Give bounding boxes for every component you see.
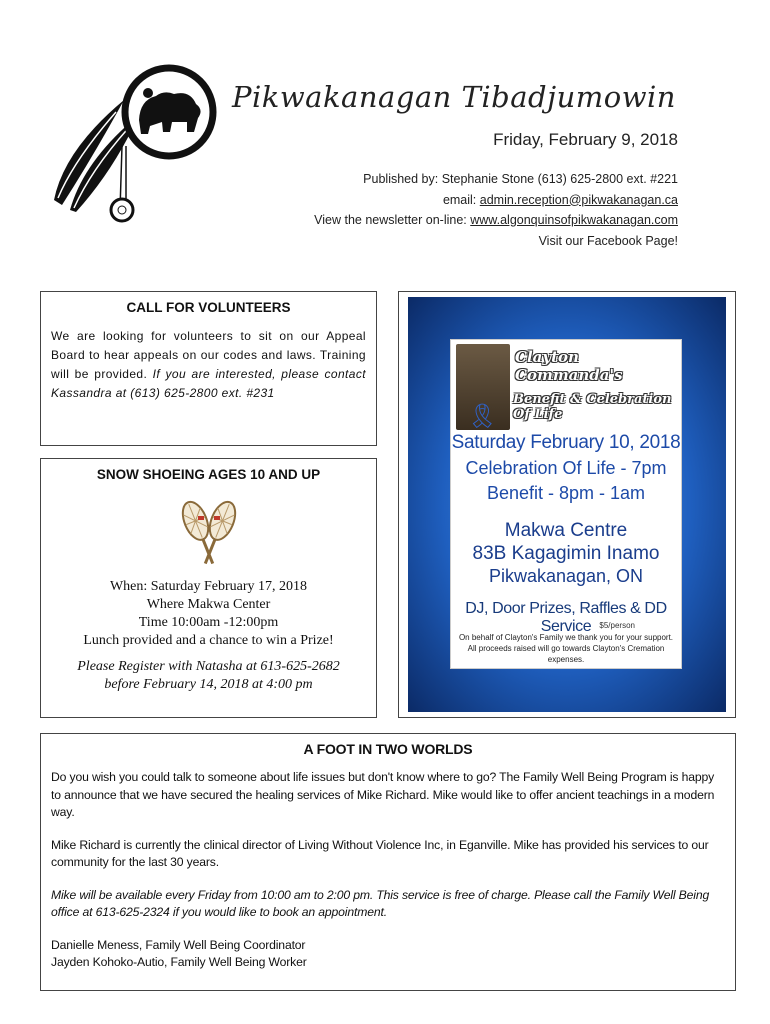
- volunteers-contact: If you are interested, please contact Kassandra at (613) 625-2800 ext. #231: [51, 367, 366, 400]
- snowshoe-heading: SNOW SHOEING AGES 10 AND UP: [96, 467, 321, 482]
- poster-card: [450, 339, 682, 669]
- poster-town: Pikwakanagan, ON: [488, 566, 644, 586]
- volunteers-text: We are looking for volunteers to sit on our Appeal Board to hear appeals on our codes and laws. Training will be provided.: [51, 329, 366, 381]
- foot-paragraph-2: Mike Richard is currently the clinical director of Living Without Violence Inc, in Eganville. Mike has provided his services to our community for the last 30 years.: [51, 837, 709, 869]
- foot-signature: [51, 937, 725, 972]
- snowshoe-register: [51, 658, 366, 694]
- email-link[interactable]: admin.reception@pikwakanagan.ca: [479, 192, 678, 207]
- email-label: email:: [442, 192, 480, 207]
- poster-background: [408, 297, 726, 712]
- foot-paragraph-1: Do you wish you could talk to someone about life issues but don't know where to go? The Family Well Being Program is happy to announce that we have secured the healing services of Mike Richard. Mike would like to offer ancient teachings in a modern way.: [51, 770, 715, 819]
- foot-heading: A FOOT IN TWO WORLDS: [303, 741, 473, 757]
- poster-thanks: [451, 632, 681, 665]
- poster-benefit: Benefit - 8pm - 1am: [486, 483, 646, 503]
- poster-thanks-1: On behalf of Clayton's Family we thank you for your support.: [458, 633, 674, 642]
- bear-feather-logo: [44, 60, 224, 230]
- facebook-line: Visit our Facebook Page!: [538, 233, 678, 248]
- poster-venue: Makwa Centre: [504, 520, 628, 541]
- volunteers-box: [40, 291, 377, 446]
- snowshoe-time: Time 10:00am -12:00pm: [138, 615, 279, 630]
- published-by: Published by: Stephanie Stone (613) 625-2800 ext. #221: [363, 172, 678, 186]
- benefit-poster-box: [398, 291, 736, 718]
- signature-worker: Jayden Kohoko-Autio, Family Well Being Worker: [51, 955, 307, 969]
- poster-script-name: Clayton Commanda's: [515, 348, 623, 384]
- ribbon-icon: 🎗: [467, 403, 498, 430]
- issue-date: Friday, February 9, 2018: [493, 130, 678, 149]
- email-line: [314, 190, 678, 211]
- poster-price: $5/person: [599, 621, 635, 630]
- poster-date: Saturday February 10, 2018: [451, 432, 681, 453]
- register-line-2: before February 14, 2018 at 4:00 pm: [104, 677, 313, 692]
- snowshoe-lunch: Lunch provided and a chance to win a Prize!: [83, 633, 334, 648]
- poster-script-subtitle: Benefit & Celebration Of Life: [513, 392, 672, 422]
- poster-features: DJ, Door Prizes, Raffles & DD Service: [465, 600, 667, 635]
- publisher-info: [314, 169, 678, 251]
- volunteers-heading: CALL FOR VOLUNTEERS: [126, 300, 291, 315]
- snowshoe-where: Where Makwa Center: [146, 597, 271, 612]
- snowshoe-details: [51, 578, 366, 650]
- website-link[interactable]: www.algonquinsofpikwakanagan.com: [470, 213, 678, 227]
- poster-address: 83B Kagagimin Inamo: [472, 543, 660, 564]
- online-label: View the newsletter on-line:: [314, 213, 471, 227]
- poster-celebration: Celebration Of Life - 7pm: [465, 458, 667, 478]
- newsletter-title: Pikwakanagan Tibadjumowin: [232, 80, 676, 114]
- poster-thanks-2: All proceeds raised will go towards Clayton's Cremation expenses.: [467, 644, 665, 664]
- online-line: [314, 210, 678, 231]
- signature-coordinator: Danielle Meness, Family Well Being Coordinator: [51, 937, 306, 952]
- foot-paragraph-3: Mike will be available every Friday from 10:00 am to 2:00 pm. This service is free of charge. Please call the Family Well Being office at 613-625-2324 if you would like to book an appointment.: [51, 887, 710, 919]
- snowshoe-when: When: Saturday February 17, 2018: [109, 579, 308, 594]
- snowshoe-box: [40, 458, 377, 718]
- foot-two-worlds-box: [40, 733, 736, 991]
- register-line-1: Please Register with Natasha at 613-625-2682: [77, 659, 340, 674]
- volunteers-body: [51, 327, 366, 403]
- snowshoes-icon: [178, 496, 240, 572]
